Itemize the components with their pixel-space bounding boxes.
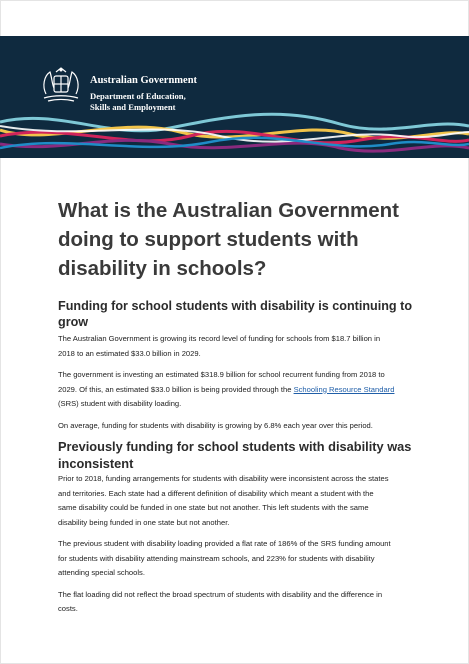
schooling-resource-standard-link[interactable]: Schooling Resource Standard	[293, 384, 395, 394]
paragraph-prior-arrangements: Prior to 2018, funding arrangements for students with disability were inconsistent across the states and territories. Each state had a different definition of disability which meant a student with the same disability could be funded in one state but not another. This left students with the same disability being funded in one state but not another.	[58, 474, 389, 527]
government-name: Australian Government	[90, 75, 198, 86]
department-name-line-2: Skills and Employment	[90, 101, 176, 112]
paragraph-record-funding: The Australian Government is growing its record level of funding for schools from $18.7 billion in 2018 to an estimated $33.0 billion in 2029.	[58, 334, 381, 358]
document-body	[58, 196, 418, 617]
paragraph-recurrent-funding: The government is investing an estimated $318.9 billion for school recurrent funding from 2018 to 2029. Of this, an estimated $33.0 billion is being provided through the Schooling Resource Standard (SRS) student with disability loading.	[58, 370, 395, 408]
department-name-line-1: Department of Education,	[90, 91, 186, 101]
section-heading-previous-funding: Previously funding for school students with disability was inconsistent	[58, 439, 412, 471]
page-title-line-3: disability in schools?	[58, 257, 267, 280]
paragraph-growth-rate: On average, funding for students with disability is growing by 6.8% each year over this period.	[58, 420, 373, 430]
paragraph-previous-loading: The previous student with disability loading provided a flat rate of 186% of the SRS funding amount for students with disability attending mainstream schools, and 223% for students with disability attending special schools.	[58, 539, 391, 577]
coat-of-arms-icon	[38, 66, 84, 104]
section-heading-funding-growth: Funding for school students with disability is continuing to grow	[58, 299, 413, 329]
page-title-line-1: What is the Australian Government	[58, 199, 399, 222]
government-logo-text	[90, 74, 197, 112]
header-banner	[0, 36, 469, 158]
page-title-line-2: doing to support students with	[58, 228, 359, 251]
page-title	[58, 196, 418, 283]
paragraph-flat-loading: The flat loading did not reflect the broad spectrum of students with disability and the difference in costs.	[58, 589, 383, 613]
